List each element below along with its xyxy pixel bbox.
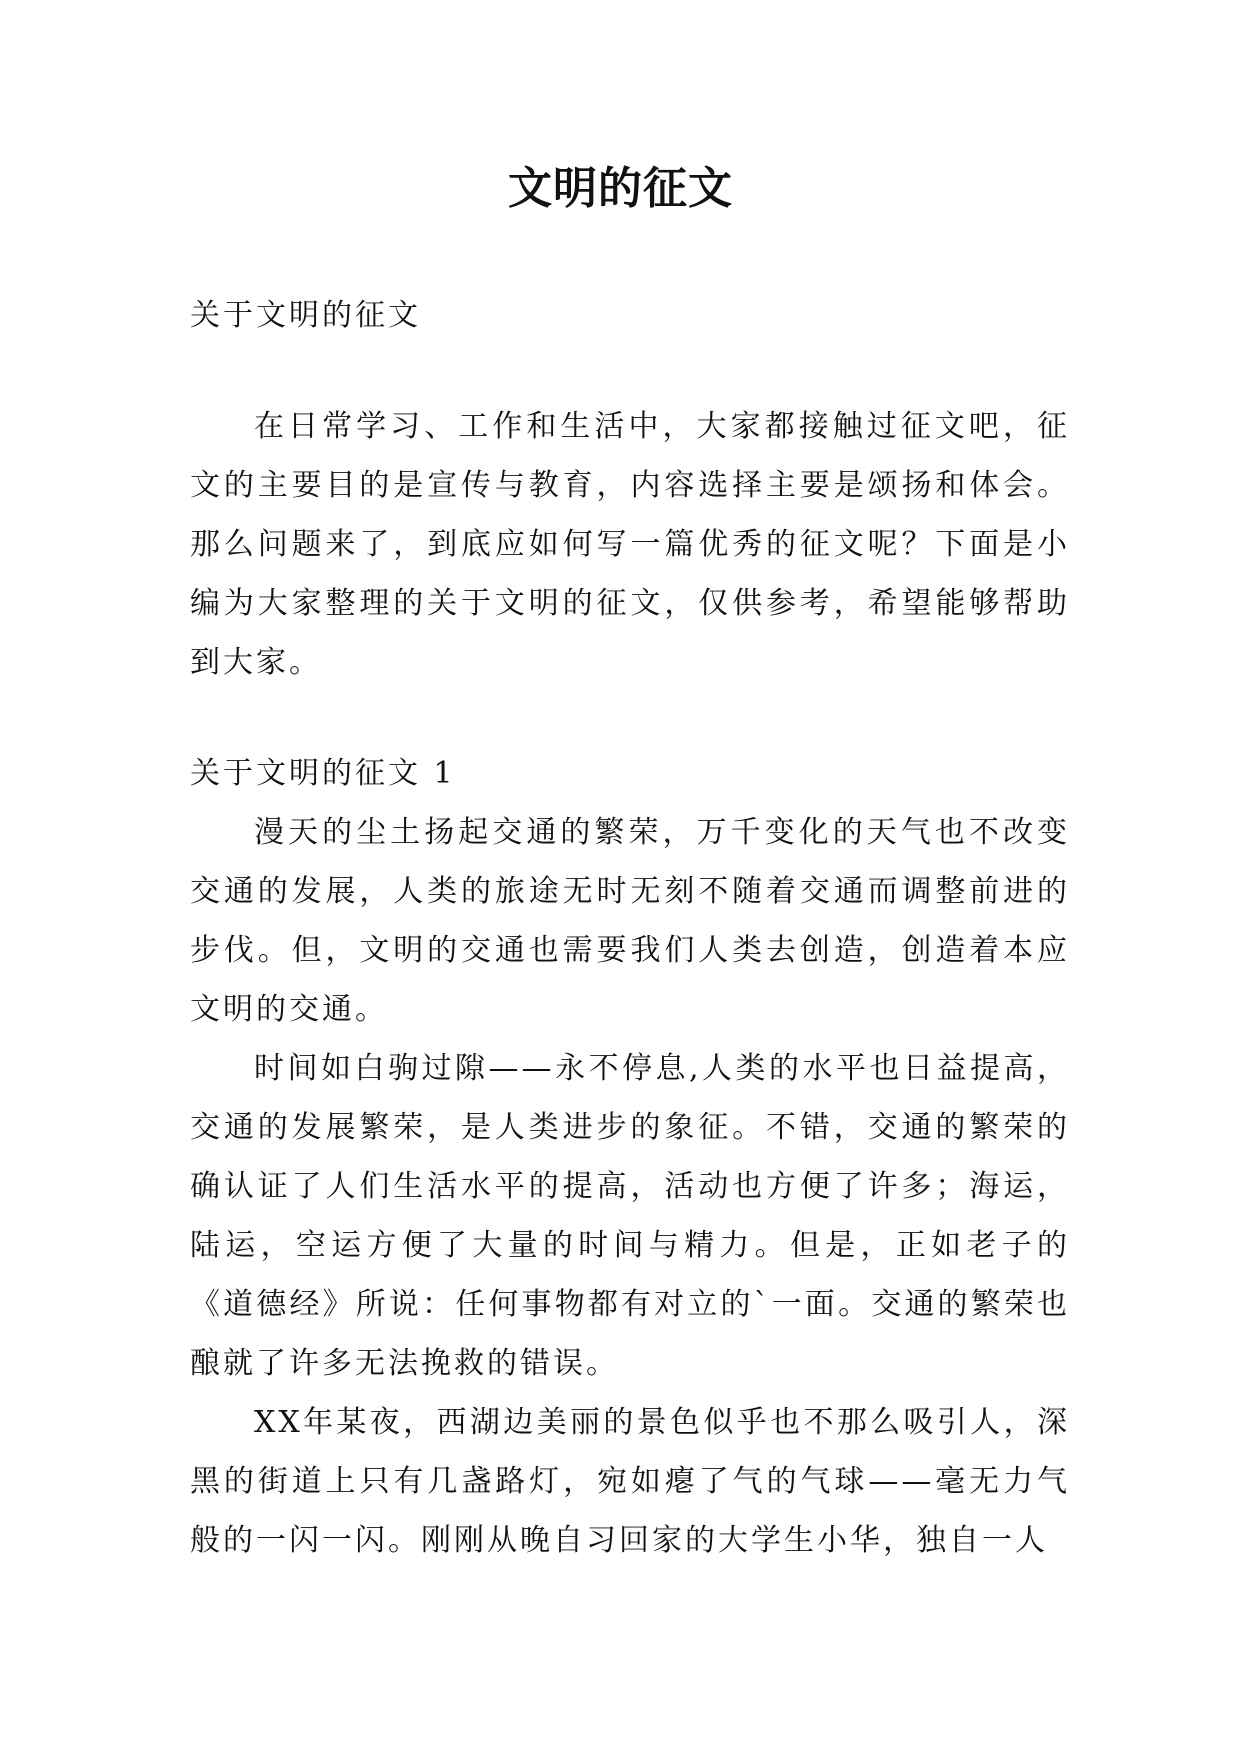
spacer xyxy=(190,345,1070,397)
document-title: 文明的征文 xyxy=(508,163,733,214)
intro-paragraph: 在日常学习、工作和生活中，大家都接触过征文吧，征文的主要目的是宣传与教育，内容选择主要是颂扬和体会。那么问题来了，到底应如何写一篇优秀的征文呢？下面是小编为大家整理的关于文明的征文，仅供参考，希望能够帮助到大家。 xyxy=(190,409,1070,680)
section1-heading: 关于文明的征文 1 xyxy=(190,756,456,791)
section1-paragraph-3: XX年某夜，西湖边美丽的景色似乎也不那么吸引人，深黑的街道上只有几盏路灯，宛如瘪了气的气球——毫无力气般的一闪一闪。刚刚从晚自习回家的大学生小华，独自一人 xyxy=(190,1405,1070,1558)
section1-paragraph-1: 漫天的尘土扬起交通的繁荣，万千变化的天气也不改变交通的发展，人类的旅途无时无刻不随着交通而调整前进的步伐。但，文明的交通也需要我们人类去创造，创造着本应文明的交通。 xyxy=(190,815,1070,1027)
spacer xyxy=(190,692,1070,744)
document-body xyxy=(190,286,1070,1570)
section1-paragraph-2: 时间如白驹过隙——永不停息,人类的水平也日益提高，交通的发展繁荣，是人类进步的象征。不错，交通的繁荣的确认证了人们生活水平的提高，活动也方便了许多；海运，陆运，空运方便了大量的时间与精力。但是，正如老子的《道德经》所说：任何事物都有对立的`一面。交通的繁荣也酿就了许多无法挽救的错误。 xyxy=(190,1051,1070,1381)
intro-heading: 关于文明的征文 xyxy=(190,298,421,333)
